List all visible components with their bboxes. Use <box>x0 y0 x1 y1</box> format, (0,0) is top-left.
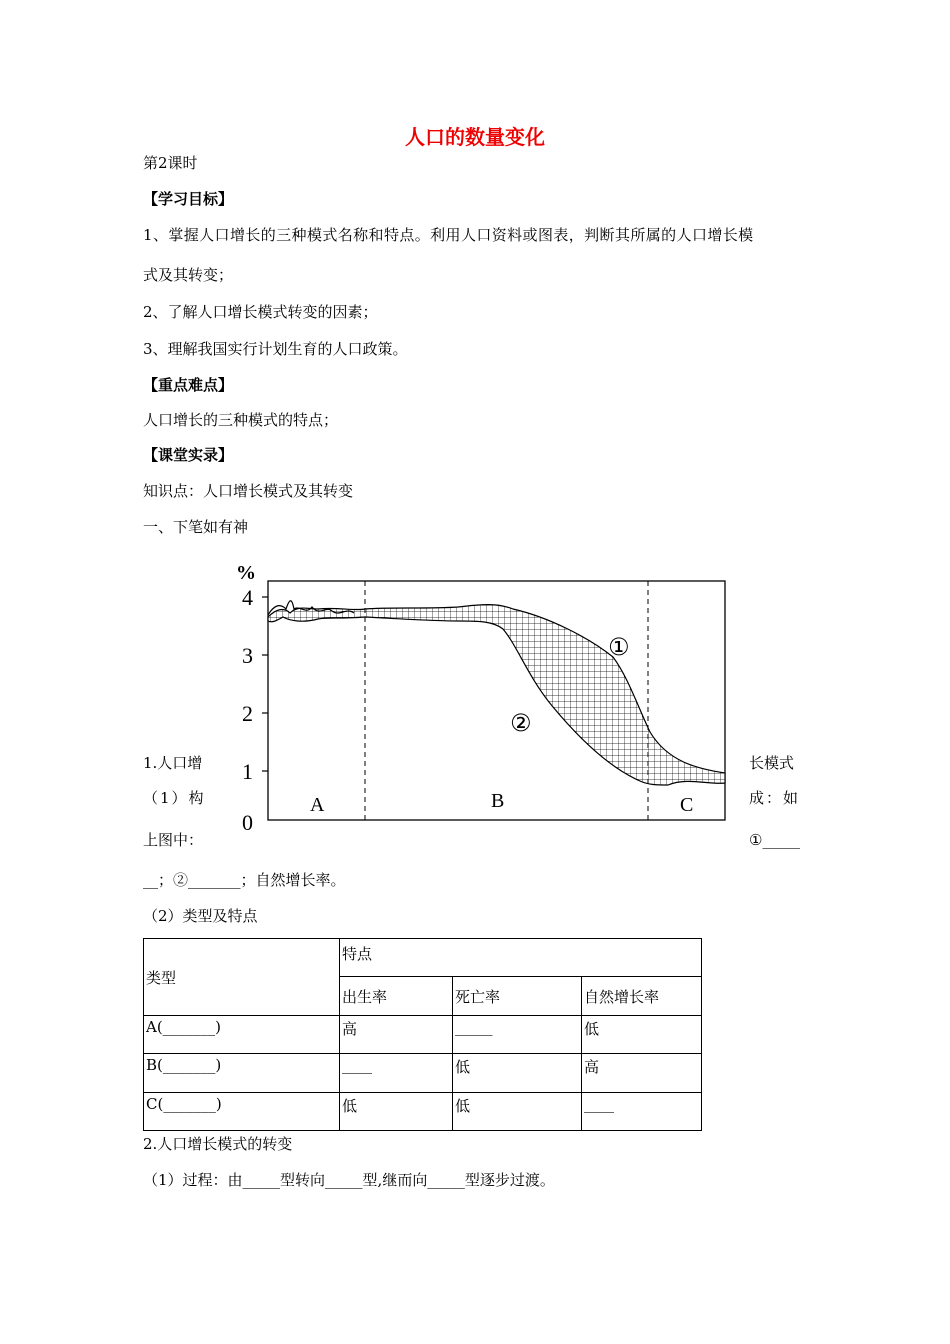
part-one-heading: 一、下笔如有神 <box>143 518 249 536</box>
row-a-birth: 高 <box>340 1016 453 1054</box>
row-a-growth: 低 <box>582 1016 702 1054</box>
q1-right-line-2: 成：如 <box>749 789 801 807</box>
q2-title: 2.人口增长模式的转变 <box>143 1135 293 1153</box>
row-c-type: C(_______) <box>144 1093 340 1131</box>
curve-label-2: ② <box>510 709 532 737</box>
natural-growth-area <box>268 605 725 785</box>
y-tick-1: 1 <box>242 759 253 784</box>
y-tick-3: 3 <box>242 643 253 668</box>
y-tick-4: 4 <box>242 585 253 610</box>
key-text: 人口增长的三种模式的特点； <box>143 411 339 429</box>
q1-right-line-3: ①_____ <box>749 831 800 849</box>
q1-line-4: __；②_______；自然增长率。 <box>143 871 346 889</box>
q1-left-line-3: 上图中： <box>143 831 204 849</box>
row-a-type: A(_______) <box>144 1016 340 1054</box>
goal-1-line-2: 式及其转变； <box>143 266 234 284</box>
goals-header: 【学习目标】 <box>143 190 234 208</box>
population-growth-diagram <box>228 557 728 832</box>
row-c-death: 低 <box>453 1093 582 1131</box>
y-tick-2: 2 <box>242 701 253 726</box>
y-tick-0: 0 <box>242 810 253 832</box>
types-table <box>143 938 702 1131</box>
col-header-growth: 自然增长率 <box>582 977 702 1016</box>
stage-label-a: A <box>310 794 325 816</box>
table-row <box>144 1054 702 1093</box>
y-axis-ticks <box>242 585 253 832</box>
col-header-death: 死亡率 <box>453 977 582 1016</box>
q1-left-line-2: （1）构 <box>143 789 206 807</box>
col-header-birth: 出生率 <box>340 977 453 1016</box>
stage-label-c: C <box>680 794 694 816</box>
table-row <box>144 1093 702 1131</box>
q1-right-line-1: 长模式 <box>749 754 795 772</box>
curve-label-1: ① <box>608 633 630 661</box>
row-a-death: _____ <box>453 1016 582 1054</box>
row-c-birth: 低 <box>340 1093 453 1131</box>
header-feature: 特点 <box>340 939 702 977</box>
table-row <box>144 1016 702 1054</box>
q2-process: （1）过程：由_____型转向_____型,继而向_____型逐步过渡。 <box>143 1171 555 1189</box>
unit-label: % <box>236 562 256 584</box>
goal-2: 2、了解人口增长模式转变的因素； <box>143 303 378 321</box>
row-b-death: 低 <box>453 1054 582 1093</box>
lesson-label: 第2课时 <box>143 154 198 172</box>
row-b-birth: ____ <box>340 1054 453 1093</box>
q1-sub-2: （2）类型及特点 <box>143 907 258 925</box>
class-header: 【课堂实录】 <box>143 446 234 464</box>
header-type: 类型 <box>144 939 340 1016</box>
row-c-growth: ____ <box>582 1093 702 1131</box>
row-b-type: B(_______) <box>144 1054 340 1093</box>
goal-3: 3、理解我国实行计划生育的人口政策。 <box>143 340 408 358</box>
y-tick-marks <box>262 597 268 771</box>
goal-1-line-1: 1、掌握人口增长的三种模式名称和特点。利用人口资料或图表，判断其所属的人口增长模 <box>143 226 754 244</box>
row-b-growth: 高 <box>582 1054 702 1093</box>
document-title: 人口的数量变化 <box>405 125 545 149</box>
q1-left-line-1: 1.人口增 <box>143 754 203 772</box>
knowledge-point: 知识点：人口增长模式及其转变 <box>143 482 354 500</box>
stage-label-b: B <box>491 790 505 812</box>
key-header: 【重点难点】 <box>143 376 234 394</box>
